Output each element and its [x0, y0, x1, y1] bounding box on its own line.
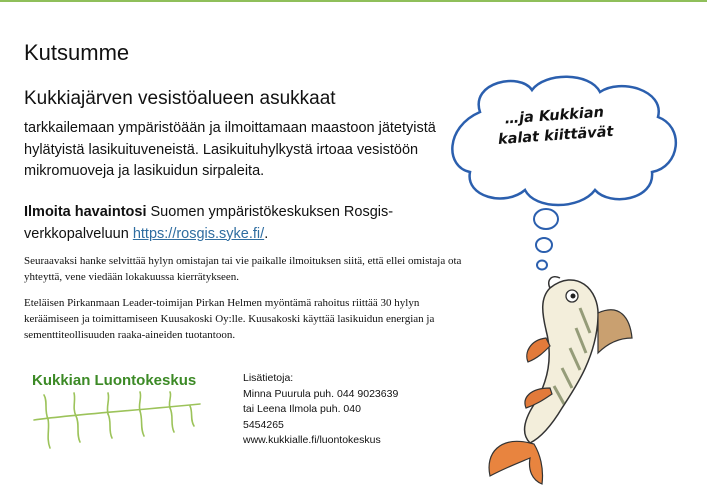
page-subtitle: Kukkiajärven vesistöalueen asukkaat	[24, 88, 336, 109]
contact-line-1: Minna Puurula puh. 044 9023639	[243, 387, 399, 400]
thought-line-1: …ja Kukkian	[504, 104, 605, 128]
contact-line-2: tai Leena Ilmola puh. 040	[243, 403, 361, 415]
page-title: Kutsumme	[24, 40, 130, 65]
intro-paragraph: tarkkailemaan ympäristöään ja ilmoittamaan maastoon jätetyistä hylätyistä lasikuituveneistä. Lasikuituhylkystä irtoaa vesistöön mikromuoveja ja lasikuidun sirpaleita.	[24, 120, 436, 179]
report-bold-lead: Ilmoita havaintosi	[24, 204, 147, 220]
plant-drawing	[28, 390, 208, 460]
thought-line-2: kalat kiittävät	[497, 123, 614, 148]
contact-web: www.kukkialle.fi/luontokeskus	[243, 434, 381, 446]
funding-paragraph: Eteläisen Pirkanmaan Leader-toimijan Pirkan Helmen myöntämä rahoitus riittää 30 hylyn keräämiseen ja toimittamiseen Kuusakoski Oy:lle. Kuusakoski käyttää lasikuidun energian ja sementtiteollisuuden raaka-aineiden tuotantoon.	[24, 297, 435, 341]
contact-info	[243, 371, 398, 449]
contact-line-3: 5454265	[243, 418, 284, 431]
contact-heading: Lisätietoja:	[243, 372, 294, 384]
rosgis-link[interactable]: https://rosgis.syke.fi/	[132, 225, 265, 242]
process-paragraph: Seuraavaksi hanke selvittää hylyn omistajan tai vie paikalle ilmoituksen siitä, että ellei omistaja ota yhteyttä, vene viedään lokakuussa kierrätykseen.	[24, 255, 462, 283]
perch-fish-drawing	[480, 258, 650, 488]
report-end: .	[264, 225, 269, 242]
top-divider-line	[0, 0, 707, 2]
brand-name: Kukkian Luontokeskus	[32, 372, 197, 389]
report-paragraph	[24, 202, 464, 245]
report-text: Suomen ympäristökeskuksen Rosgis-verkkopalveluun	[24, 204, 394, 242]
